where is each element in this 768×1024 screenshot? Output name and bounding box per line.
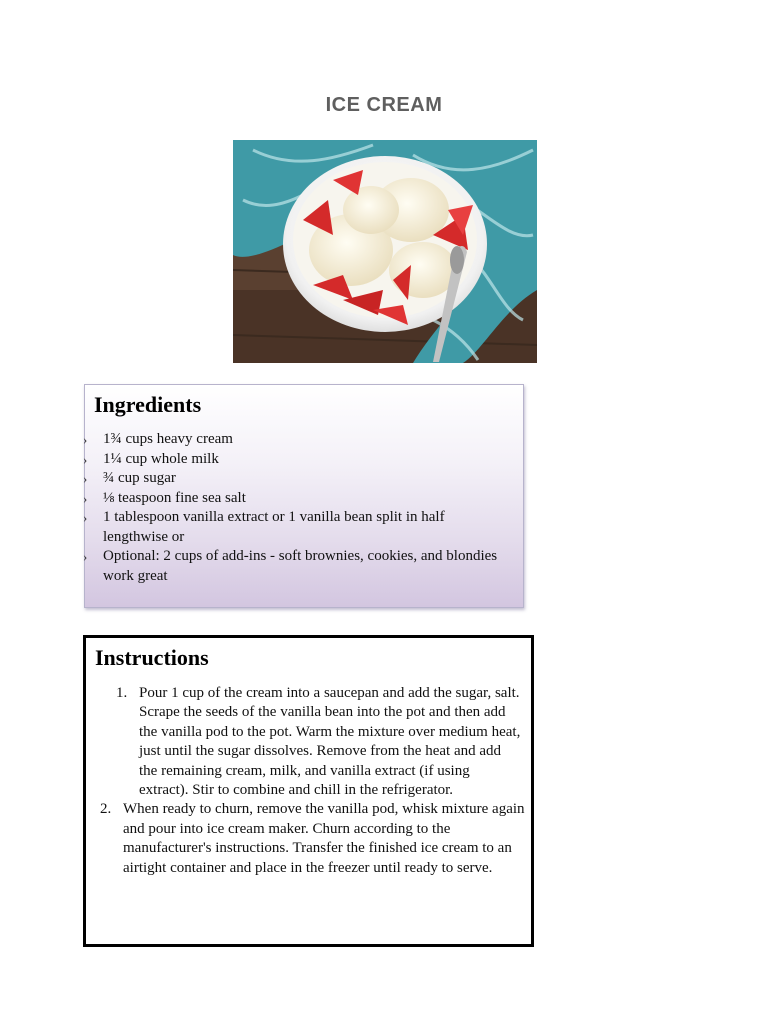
list-item: › ⅛ teaspoon fine sea salt xyxy=(85,489,505,509)
instructions-box xyxy=(83,635,534,947)
list-item: › 1¼ cup whole milk xyxy=(85,450,505,470)
ingredient-list xyxy=(85,430,505,586)
bullet-icon: › xyxy=(83,510,88,525)
ingredients-heading: Ingredients xyxy=(94,392,202,417)
bullet-icon: › xyxy=(83,471,88,486)
list-item: › Optional: 2 cups of add-ins - soft brownies, cookies, and blondies work great xyxy=(83,548,498,584)
instructions-heading: Instructions xyxy=(95,645,209,670)
step-text: When ready to churn, remove the vanilla pod, whisk mixture again and pour into ice cream maker. Churn according to the manufacturer's instructions. Transfer the finished ice cream to an airtight container and place in the freezer until ready to serve. xyxy=(123,801,525,876)
list-item: › ¾ cup sugar xyxy=(85,469,505,489)
list-item: › 1¾ cups heavy cream xyxy=(85,430,505,450)
bullet-icon: › xyxy=(83,549,88,564)
step-item xyxy=(100,800,525,878)
ice-cream-photo xyxy=(233,140,537,363)
bullet-icon: › xyxy=(83,490,88,506)
step-text: Pour 1 cup of the cream into a saucepan and add the sugar, salt. Scrape the seeds of the vanilla bean into the pot and then add the vanilla pod to the pot. Warm the mixture over medium heat, just until the sugar dissolves. Remove from the heat and add the remaining cream, milk, and vanilla extract (if using extract). Stir to combine and chill in the refrigerator. xyxy=(139,685,521,799)
bullet-icon: › xyxy=(83,432,88,447)
ingredients-box xyxy=(84,384,524,608)
step-number: 2. xyxy=(100,801,112,818)
bullet-icon: › xyxy=(83,451,88,467)
step-number: 1. xyxy=(116,685,128,701)
list-item: › 1 tablespoon vanilla extract or 1 vanilla bean split in half lengthwise or xyxy=(83,509,445,545)
step-item xyxy=(116,684,522,800)
page-title: ICE CREAM xyxy=(325,94,443,116)
step-list xyxy=(86,684,525,878)
